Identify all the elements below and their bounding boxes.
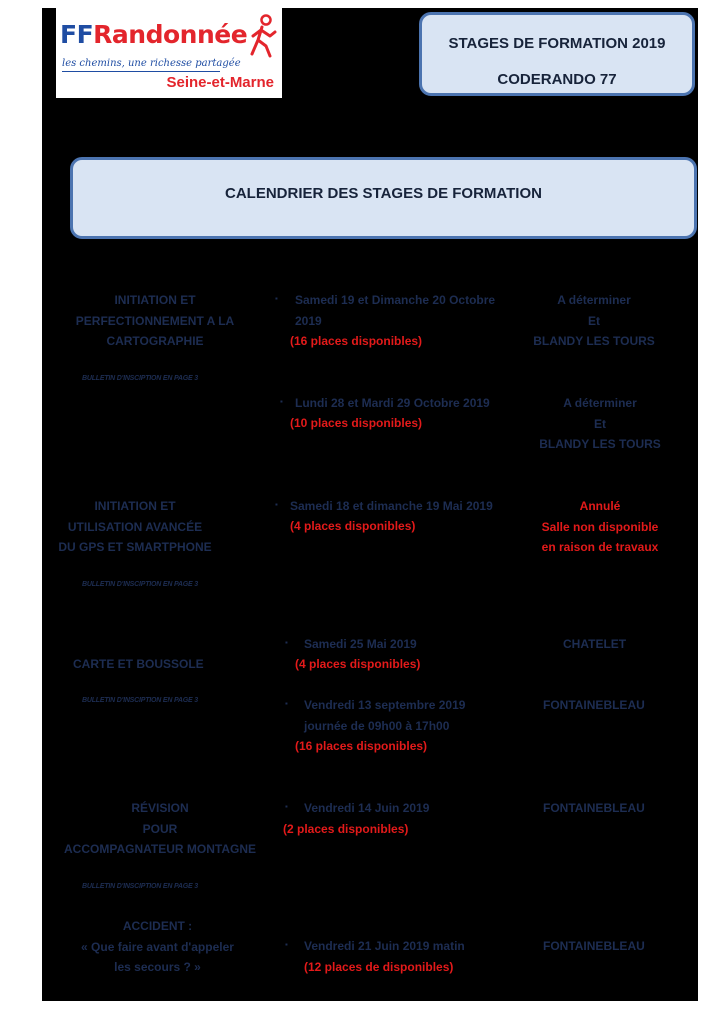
location-line: A déterminer (557, 293, 631, 307)
location-line: Et (588, 313, 600, 328)
montagne-places: (2 places disponibles) (283, 822, 409, 836)
gps-name-line: UTILISATION AVANCÉE (67, 519, 203, 534)
status-line: Annulé (579, 499, 621, 513)
carto-session2-location (520, 393, 680, 455)
carto-name-line: CARTOGRAPHIE (106, 334, 204, 348)
carto-session1-location (515, 290, 673, 352)
carto-name-line: PERFECTIONNEMENT A LA (75, 313, 235, 328)
gps-name-line: INITIATION ET (94, 499, 176, 513)
header-title: STAGES DE FORMATION 2019 (448, 35, 666, 52)
carto-session1-places: (16 places disponibles) (290, 334, 423, 348)
bullet-icon: ▪ (285, 699, 288, 708)
gps-name-line: DU GPS ET SMARTPHONE (58, 540, 212, 554)
montagne-name-line: POUR (142, 821, 178, 836)
calendar-title: CALENDRIER DES STAGES DE FORMATION (225, 185, 542, 202)
logo-brand-randonnee: Randonnée (93, 20, 248, 49)
bullet-icon: ▪ (280, 397, 283, 406)
bullet-icon: ▪ (285, 940, 288, 949)
logo-tagline: les chemins, une richesse partagée (62, 58, 241, 69)
boussole-name: CARTE ET BOUSSOLE (73, 657, 204, 671)
hiker-icon (248, 14, 278, 58)
montagne-date: Vendredi 14 Juin 2019 (304, 801, 430, 815)
date-line: Vendredi 13 septembre 2019 (304, 698, 466, 712)
calendar-title-box (70, 157, 697, 239)
bullet-icon: ▪ (275, 500, 278, 509)
boussole-session1-places: (4 places disponibles) (295, 657, 421, 671)
gps-places: (4 places disponibles) (290, 519, 416, 533)
carto-session2-date: Lundi 28 et Mardi 29 Octobre 2019 (295, 396, 490, 410)
location-line: A déterminer (563, 396, 637, 410)
header-box (419, 12, 695, 96)
carto-session2-places: (10 places disponibles) (290, 416, 423, 430)
gps-name (45, 496, 225, 558)
boussole-session2-date (304, 695, 465, 736)
header-subtitle: CODERANDO 77 (497, 71, 617, 88)
logo-brand-ff: FF (60, 20, 94, 49)
bulletin-note: BULLETIN D'INSCIPTION EN PAGE 3 (82, 883, 198, 890)
accident-location: FONTAINEBLEAU (543, 939, 645, 953)
bulletin-note: BULLETIN D'INSCIPTION EN PAGE 3 (82, 697, 198, 704)
bulletin-note: BULLETIN D'INSCIPTION EN PAGE 3 (82, 375, 198, 382)
bullet-icon: ▪ (285, 802, 288, 811)
boussole-session2-location: FONTAINEBLEAU (543, 698, 645, 712)
accident-name (60, 916, 255, 978)
bullet-icon: ▪ (285, 638, 288, 647)
accident-name-line: les secours ? » (114, 960, 201, 974)
montagne-location: FONTAINEBLEAU (543, 801, 645, 815)
accident-name-line: « Que faire avant d'appeler (81, 939, 234, 954)
location-line: BLANDY LES TOURS (533, 334, 655, 348)
accident-name-line: ACCIDENT : (122, 919, 193, 933)
accident-places: (12 places de disponibles) (304, 960, 454, 974)
accident-date: Vendredi 21 Juin 2019 matin (304, 939, 465, 953)
montagne-name-line: ACCOMPAGNATEUR MONTAGNE (64, 842, 256, 856)
boussole-session2-places: (16 places disponibles) (295, 739, 428, 753)
ffrandonnee-logo (56, 8, 282, 98)
montagne-name (55, 798, 265, 860)
date-line: journée de 09h00 à 17h00 (304, 718, 450, 733)
logo-underline (62, 71, 220, 72)
status-line: Salle non disponible (541, 519, 659, 534)
date-line: Samedi 19 et Dimanche 20 Octobre (295, 293, 496, 307)
gps-status (530, 496, 670, 558)
carto-name (60, 290, 250, 352)
bulletin-note: BULLETIN D'INSCIPTION EN PAGE 3 (82, 581, 198, 588)
logo-brand (60, 20, 247, 49)
date-line: 2019 (295, 313, 322, 328)
bullet-icon: ▪ (275, 294, 278, 303)
carto-name-line: INITIATION ET (114, 293, 196, 307)
carto-session1-date (295, 290, 495, 331)
boussole-session1-location: CHATELET (563, 637, 627, 651)
boussole-session1-date: Samedi 25 Mai 2019 (304, 637, 417, 651)
location-line: Et (594, 416, 606, 431)
logo-region: Seine-et-Marne (166, 74, 274, 91)
status-line: en raison de travaux (541, 540, 659, 554)
location-line: BLANDY LES TOURS (539, 437, 661, 451)
gps-date: Samedi 18 et dimanche 19 Mai 2019 (290, 499, 493, 513)
montagne-name-line: RÉVISION (131, 801, 189, 815)
